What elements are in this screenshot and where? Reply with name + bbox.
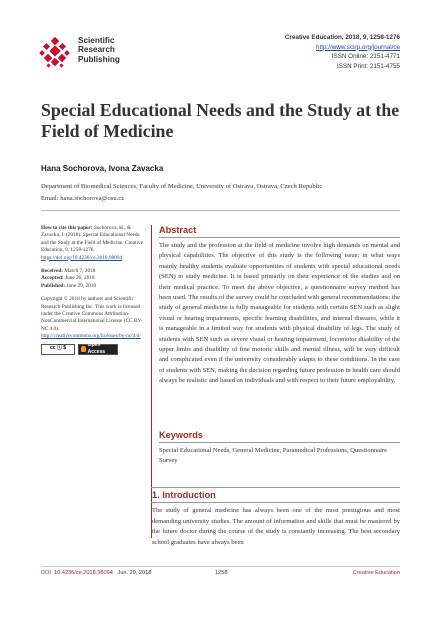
open-access-badge[interactable] [78, 341, 118, 356]
footer-journal: Creative Education [352, 570, 400, 576]
keywords-text: Special Educational Needs, General Medicine, Paramedical Professions, Questionnaire Survey [159, 447, 387, 465]
citation-block [41, 225, 147, 262]
keywords-heading: Keywords [159, 430, 203, 440]
cite-text: Sochorova, H., & Zavacka, I. (2018). Special Educational Needs and the Study at the Field of Medicine. Creative Education, 9, 1258-1276. [41, 225, 143, 254]
copyright-block [41, 296, 147, 354]
open-lock-icon [81, 346, 86, 352]
divider [159, 237, 400, 238]
accepted-label: Accepted: [41, 275, 64, 282]
copyright-text: Copyright © 2018 by authors and Scientific Research Publishing Inc. This work is licensed under the Creative Commons Attribution-NonCommercial International License (CC BY-NC 4.0). [41, 296, 143, 332]
introduction-text: The study of general medicine has always been one of the most prestigious and most demanding university studies. The amount of information and skills that must be mastered by the future doctor during the course of the study is constantly increasing. The best secondary school graduates have always been [152, 507, 400, 546]
abstract-text: The study and the profession at the field of medicine involve high demands on mental and physical capabilities. The objective of this study is the following issue: in what ways mainly healthy students evaluate opportunities of students with special educational needs (SEN) to study medicine. It is based primarily on their experience of the studies and on their medical practice. To meet the above objective, a questionnaire survey method has been used. The results of the survey could be concluded with general recommendations: the study of general medicine is fully manageable for students with certain SEN such as slight visual or hearing impairments, specific learning disabilities, and internal diseases, while it is manageable in a limited way for students with physical disability of legs. The study of students with SEN such as severe visual or hearing impairment, locomotor disability of the upper limbs and disability of fine motoric skills and mental illness, will be very difficult and complicated even if the university considerably adapts to these conditions. In the case of students with SEN, making the decision regarding future profession in health care should always be realistic and based on individuals and with respect to their future employability. [159, 242, 400, 385]
journal-citation: Creative Education, 2018, 9, 1258-1276 [284, 34, 400, 41]
received-date: March 7, 2018 [64, 268, 96, 275]
issn-online: ISSN Online: 2151-4771 [331, 53, 400, 61]
article-authors: Hana Sochorova, Ivona Zavacka [41, 164, 164, 173]
license-badges [41, 341, 147, 356]
logo-line: Research [78, 45, 115, 55]
footer-doi-text: DOI: 10.4236/ce.2018.98094 [41, 570, 113, 576]
publisher-logo [38, 36, 188, 70]
footer-doi [41, 570, 151, 576]
accepted-date: June 26, 2018 [64, 275, 95, 282]
journal-url-link[interactable]: http://www.scirp.org/journal/ce [316, 43, 400, 51]
logo-line: Scientific [78, 36, 115, 45]
author-affiliation: Department of Biomedical Sciences, Faculty of Medicine, University of Ostrava, Ostrava, Czech Republic [41, 183, 323, 190]
cite-doi-link[interactable]: https://doi.org/10.4236/ce.2018.98094 [41, 254, 123, 261]
scirp-logo-icon [38, 36, 72, 70]
open-access-label: Open Access [87, 341, 106, 356]
footer-divider [41, 566, 400, 567]
page-number: 1258 [215, 570, 228, 576]
received-label: Received: [41, 268, 64, 275]
dates-block [41, 268, 147, 290]
divider [159, 442, 400, 443]
published-date: June 29, 2018 [66, 282, 97, 289]
divider [151, 487, 400, 488]
article-title: Special Educational Needs and the Study at the Field of Medicine [41, 100, 400, 141]
published-label: Published: [41, 282, 66, 289]
author-email[interactable]: Email: hana.sochorova@osu.cz [41, 195, 125, 202]
license-link[interactable]: http://creativecommons.org/licenses/by-nc/4.0/ [41, 333, 141, 340]
logo-text [78, 36, 120, 64]
divider [41, 210, 400, 211]
cc-by-nc-badge[interactable]: cc ⓘ $ [41, 344, 75, 355]
logo-line: Publishing [78, 54, 120, 64]
cite-label: How to cite this paper: [41, 225, 93, 231]
divider [151, 502, 400, 503]
introduction-heading: 1. Introduction [152, 490, 216, 500]
journal-info [230, 33, 400, 71]
footer-date: Jun. 29, 2018 [117, 570, 152, 576]
article-sidebar [41, 225, 147, 355]
issn-print: ISSN Print: 2151-4755 [336, 62, 400, 70]
abstract-heading: Abstract [159, 225, 197, 235]
